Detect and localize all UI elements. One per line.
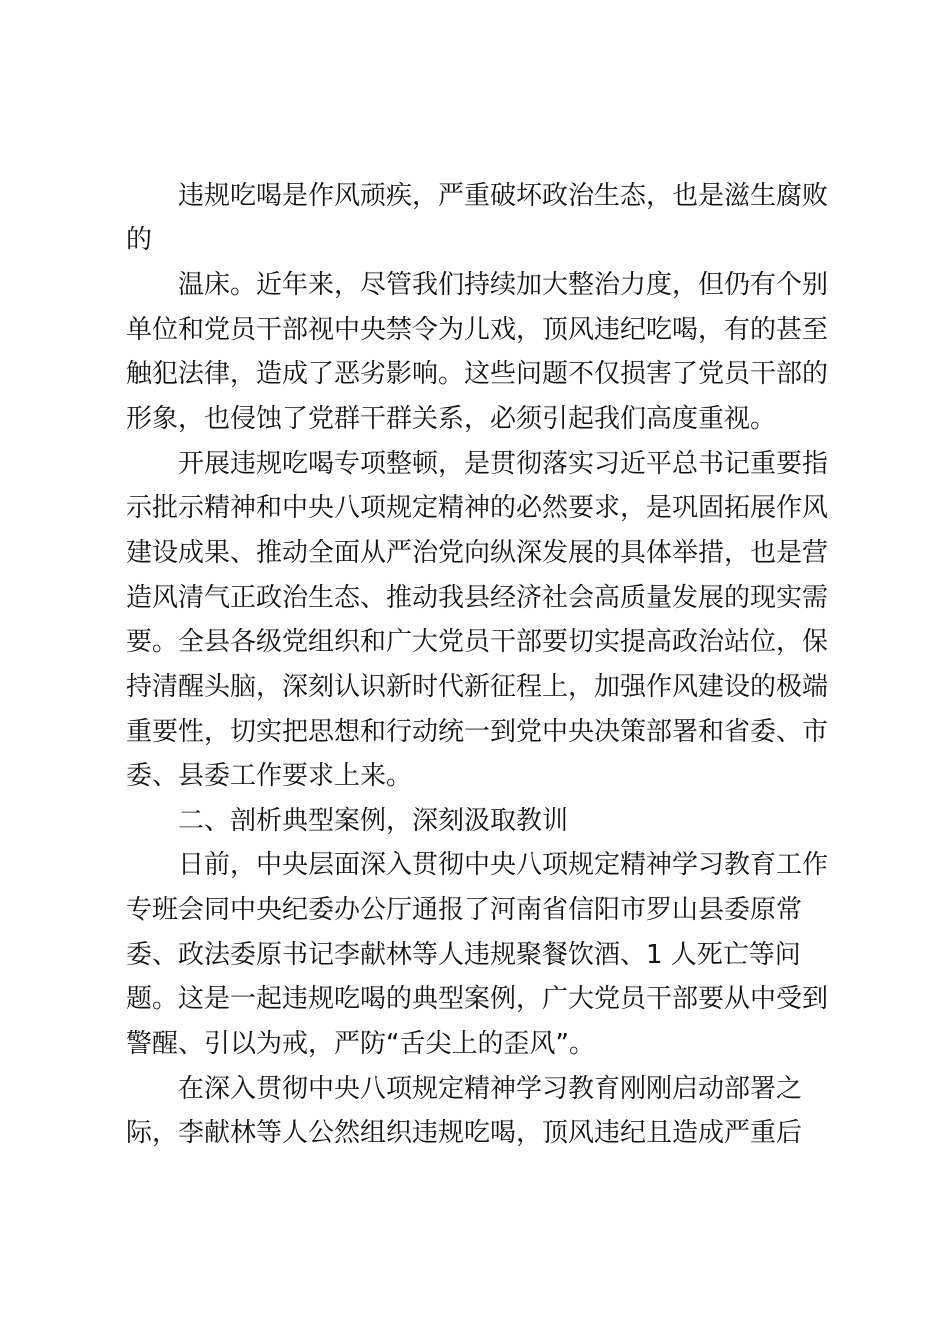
text-line: 造风清气正政治生态、推动我县经济社会高质量发展的现实需 [126, 583, 829, 613]
text-line: 单位和党员干部视中央禁令为儿戏，顶风违纪吃喝，有的甚至 [126, 315, 829, 345]
text-line: 重要性，切实把思想和行动统一到党中央决策部署和省委、市 [126, 717, 829, 747]
section-heading: 二、剖析典型案例，深刻汲取教训 [178, 806, 569, 836]
text-line: 温床。近年来，尽管我们持续加大整治力度，但仍有个别 [178, 270, 829, 300]
text-line: 形象，也侵蚀了党群干群关系，必须引起我们高度重视。 [126, 404, 777, 434]
text-line: 的 [126, 225, 153, 255]
text-line: 专班会同中央纪委办公厅通报了河南省信阳市罗山县委原常 [126, 895, 803, 925]
text-line: 建设成果、推动全面从严治党向纵深发展的具体举措，也是营 [126, 538, 829, 568]
text-line: 警醒、引以为戒，严防“舌尖上的歪风”。 [126, 1029, 595, 1059]
text-line: 委、县委工作要求上来。 [126, 761, 413, 791]
text-line: 题。这是一起违规吃喝的典型案例，广大党员干部要从中受到 [126, 984, 829, 1014]
text-line: 委、政法委原书记李献林等人违规聚餐饮酒、1 人死亡等问 [126, 940, 801, 970]
text-line: 际，李献林等人公然组织违规吃喝，顶风违纪且造成严重后 [126, 1118, 803, 1148]
text-line: 持清醒头脑，深刻认识新时代新征程上，加强作风建设的极端 [126, 672, 829, 702]
text-line: 开展违规吃喝专项整顿，是贯彻落实习近平总书记重要指 [178, 449, 829, 479]
text-line: 示批示精神和中央八项规定精神的必然要求，是巩固拓展作风 [126, 493, 829, 523]
text-line: 日前，中央层面深入贯彻中央八项规定精神学习教育工作 [178, 850, 829, 880]
text-line: 触犯法律，造成了恶劣影响。这些问题不仅损害了党员干部的 [126, 359, 829, 389]
text-line: 违规吃喝是作风顽疾，严重破坏政治生态，也是滋生腐败 [178, 181, 829, 211]
text-line: 在深入贯彻中央八项规定精神学习教育刚刚启动部署之 [178, 1074, 803, 1104]
text-line: 要。全县各级党组织和广大党员干部要切实提高政治站位，保 [126, 627, 829, 657]
